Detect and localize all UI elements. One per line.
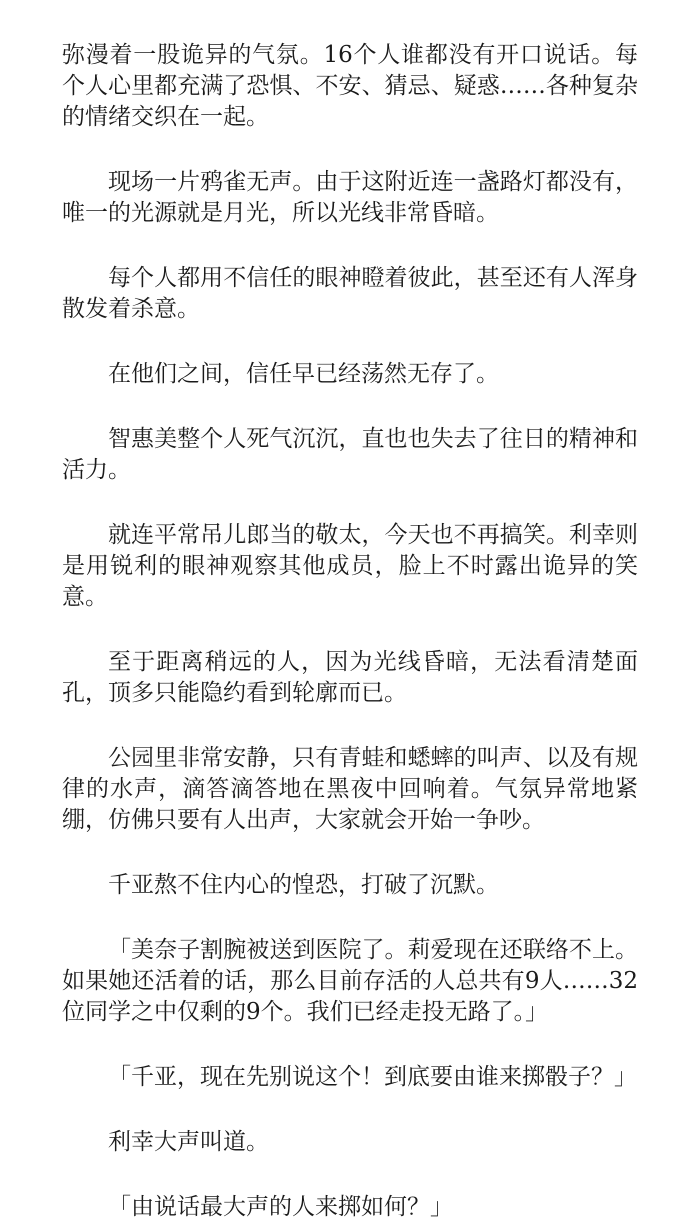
paragraph-3: 每个人都用不信任的眼神瞪着彼此，甚至还有人浑身散发着杀意。 xyxy=(62,265,638,322)
paragraph-2: 现场一片鸦雀无声。由于这附近连一盏路灯都没有，唯一的光源就是月光，所以光线非常昏暗。 xyxy=(62,169,638,226)
paragraph-10: 「美奈子割腕被送到医院了。莉爱现在还联络不上。如果她还活着的话，那么目前存活的人总共有9人……32位同学之中仅剩的9个。我们已经走投无路了。」 xyxy=(62,937,638,1025)
paragraph-6: 就连平常吊儿郎当的敬太，今天也不再搞笑。利幸则是用锐利的眼神观察其他成员，脸上不时露出诡异的笑意。 xyxy=(62,522,638,610)
paragraph-4: 在他们之间，信任早已经荡然无存了。 xyxy=(108,361,499,387)
paragraph-8: 公园里非常安静，只有青蛙和蟋蟀的叫声、以及有规律的水声，滴答滴答地在黑夜中回响着。气氛异常地紧绷，仿佛只要有人出声，大家就会开始一争吵。 xyxy=(62,745,638,833)
paragraph-7: 至于距离稍远的人，因为光线昏暗，无法看清楚面孔，顶多只能隐约看到轮廓而已。 xyxy=(62,649,638,706)
paragraph-13: 「由说话最大声的人来掷如何？」 xyxy=(108,1194,453,1220)
paragraph-5: 智惠美整个人死气沉沉，直也也失去了往日的精神和活力。 xyxy=(62,426,638,483)
paragraph-11: 「千亚，现在先别说这个！到底要由谁来掷骰子？」 xyxy=(108,1064,637,1090)
paragraph-12: 利幸大声叫道。 xyxy=(108,1129,269,1155)
paragraph-1: 弥漫着一股诡异的气氛。16个人谁都没有开口说话。每个人心里都充满了恐惧、不安、猜忌、疑惑……各种复杂的情绪交织在一起。 xyxy=(62,42,638,130)
paragraph-9: 千亚熬不住内心的惶恐，打破了沉默。 xyxy=(108,872,499,898)
